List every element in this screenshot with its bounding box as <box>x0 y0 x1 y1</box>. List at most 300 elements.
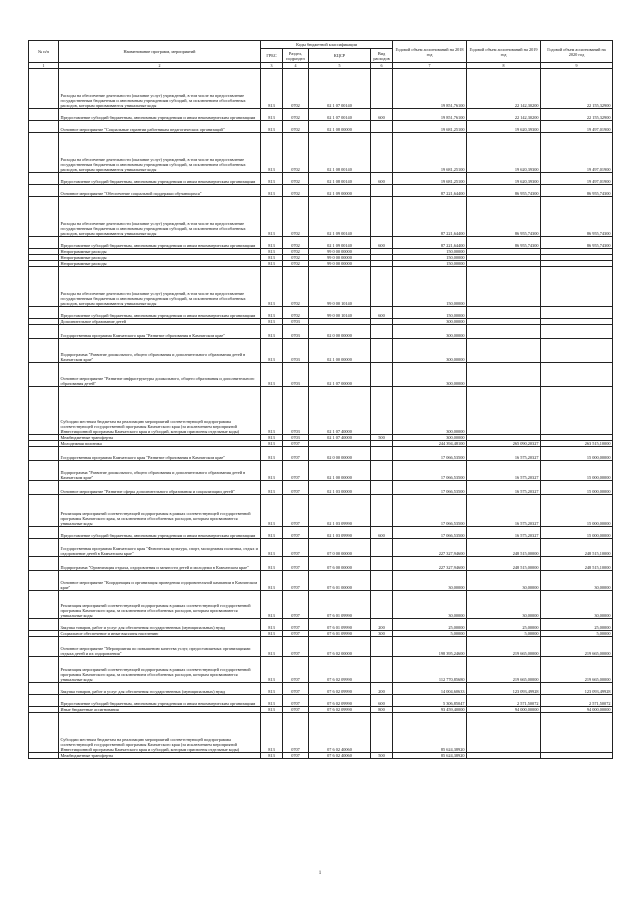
row-ksr-cell: 02 1 07 00000 <box>309 363 371 387</box>
row-ksr-cell: 07 6 02 40060 <box>309 753 371 759</box>
row-2018-cell: 19 851,76100 <box>393 109 467 121</box>
row-grbs-cell: 813 <box>261 307 283 319</box>
table-row <box>29 527 613 539</box>
row-no-cell <box>29 591 59 619</box>
row-vr-cell <box>371 495 393 527</box>
row-razdel-cell: 0702 <box>283 109 309 121</box>
row-2018-cell: 5,00000 <box>393 631 467 637</box>
row-2018-cell: 150,00000 <box>393 261 467 267</box>
row-razdel-cell: 0703 <box>283 387 309 435</box>
row-ksr-cell: 02 1 07 40000 <box>309 435 371 441</box>
row-name-cell: Расходы на обеспечение деятельности (оказание услуг) учреждений, в том числе на предоставление государственным бюджетным и автономным учреждениям субсидий, за исключением обособленных расходов, которым присваиваются уникальные коды <box>59 197 261 237</box>
row-name-cell: Реализация мероприятий соответствующей подпрограммы в рамках соответствующей государственной программы Камчатского края, за исключением обособленных расходов, которым присваиваются уникальные коды <box>59 495 261 527</box>
row-2018-cell: 112 770,85680 <box>393 657 467 683</box>
table-row <box>29 387 613 435</box>
row-grbs-cell: 813 <box>261 197 283 237</box>
row-2020-cell: 22 155,32900 <box>541 69 613 109</box>
row-no-cell <box>29 363 59 387</box>
row-name-cell: Подпрограмма "Развитие дошкольного, общего образования и дополнительного образования детей в Камчатском крае" <box>59 461 261 481</box>
table-row <box>29 683 613 695</box>
row-2018-cell: 5 306,85047 <box>393 695 467 707</box>
row-2020-cell: 19 497,01900 <box>541 121 613 133</box>
index-cell: 3 <box>261 63 283 69</box>
table-row <box>29 197 613 237</box>
row-name-cell: Реализация мероприятий соответствующей подпрограммы в рамках соответствующей государственной программы Камчатского края, за исключением обособленных расходов, которым присваиваются уникальные коды <box>59 657 261 683</box>
table-row <box>29 657 613 683</box>
row-grbs-cell: 813 <box>261 173 283 185</box>
row-2020-cell: 19 497,01900 <box>541 173 613 185</box>
index-cell: 1 <box>29 63 59 69</box>
row-vr-cell <box>371 121 393 133</box>
row-name-cell: Закупка товаров, работ и услуг для обеспечения государственных (муниципальных) нужд <box>59 683 261 695</box>
row-grbs-cell: 813 <box>261 481 283 495</box>
row-2019-cell: 30,00000 <box>467 591 541 619</box>
row-2020-cell: 248 515,10000 <box>541 557 613 571</box>
col-2018-header: Годовой объем ассигнований на 2018 год <box>393 41 467 63</box>
row-2018-cell: 300,00000 <box>393 319 467 325</box>
row-2019-cell: 2 571,50072 <box>467 695 541 707</box>
row-2018-cell: 227 327,94600 <box>393 557 467 571</box>
col-vr-header: Вид расходов <box>371 49 393 63</box>
row-no-cell <box>29 447 59 461</box>
row-2018-cell: 150,00000 <box>393 267 467 307</box>
row-2020-cell: 15 000,00000 <box>541 495 613 527</box>
row-ksr-cell: 07 0 00 00000 <box>309 539 371 557</box>
row-2020-cell <box>541 363 613 387</box>
row-razdel-cell: 0707 <box>283 713 309 753</box>
row-2019-cell <box>467 753 541 759</box>
row-razdel-cell: 0702 <box>283 173 309 185</box>
row-razdel-cell: 0707 <box>283 447 309 461</box>
row-vr-cell: 600 <box>371 695 393 707</box>
row-vr-cell <box>371 185 393 197</box>
table-row <box>29 695 613 707</box>
row-razdel-cell: 0707 <box>283 707 309 713</box>
row-2019-cell: 19 620,39300 <box>467 173 541 185</box>
row-grbs-cell: 813 <box>261 631 283 637</box>
row-2018-cell: 17 066,53500 <box>393 447 467 461</box>
row-no-cell <box>29 267 59 307</box>
row-2018-cell: 30,00000 <box>393 591 467 619</box>
table-row <box>29 571 613 591</box>
index-cell: 4 <box>283 63 309 69</box>
row-name-cell: Предоставление субсидий бюджетным, автономным учреждениям и иным некоммерческим организациям <box>59 695 261 707</box>
row-2018-cell: 300,00000 <box>393 339 467 363</box>
row-2020-cell: 86 955,74300 <box>541 197 613 237</box>
row-vr-cell <box>371 571 393 591</box>
row-grbs-cell: 813 <box>261 707 283 713</box>
row-grbs-cell: 813 <box>261 261 283 267</box>
row-no-cell <box>29 527 59 539</box>
row-2020-cell: 248 515,10000 <box>541 539 613 557</box>
row-grbs-cell: 813 <box>261 249 283 255</box>
row-ksr-cell: 07 6 02 09990 <box>309 683 371 695</box>
row-2018-cell: 17 066,53500 <box>393 481 467 495</box>
row-2019-cell: 123 093,49928 <box>467 683 541 695</box>
row-no-cell <box>29 461 59 481</box>
row-2020-cell: 15 000,00000 <box>541 527 613 539</box>
row-ksr-cell: 99 0 00 00000 <box>309 255 371 261</box>
table-row <box>29 325 613 339</box>
row-2019-cell: 16 575,20327 <box>467 527 541 539</box>
row-razdel-cell: 0703 <box>283 339 309 363</box>
row-vr-cell <box>371 363 393 387</box>
row-grbs-cell: 813 <box>261 695 283 707</box>
row-2018-cell: 14 004,60633 <box>393 683 467 695</box>
row-2020-cell: 15 000,00000 <box>541 447 613 461</box>
row-name-cell: Дополнительное образование детей <box>59 319 261 325</box>
index-cell: 6 <box>371 63 393 69</box>
budget-table-page <box>28 40 612 759</box>
row-2020-cell: 219 665,00000 <box>541 657 613 683</box>
row-no-cell <box>29 133 59 173</box>
row-vr-cell <box>371 461 393 481</box>
row-2019-cell <box>467 325 541 339</box>
row-grbs-cell: 813 <box>261 69 283 109</box>
table-row <box>29 481 613 495</box>
row-razdel-cell: 0707 <box>283 557 309 571</box>
row-grbs-cell: 813 <box>261 133 283 173</box>
row-2018-cell: 85 624,38920 <box>393 753 467 759</box>
row-name-cell: Основное мероприятие "Мероприятия по повышению качества услуг, предоставляемых организациями отдыха детей и их оздоровления" <box>59 637 261 657</box>
row-2018-cell: 244 394,48100 <box>393 441 467 447</box>
row-razdel-cell: 0707 <box>283 441 309 447</box>
row-ksr-cell: 02 1 03 00000 <box>309 481 371 495</box>
row-vr-cell <box>371 133 393 173</box>
row-vr-cell: 800 <box>371 707 393 713</box>
row-2019-cell: 219 665,00000 <box>467 657 541 683</box>
row-vr-cell: 600 <box>371 237 393 249</box>
row-razdel-cell: 0707 <box>283 637 309 657</box>
row-grbs-cell: 813 <box>261 237 283 249</box>
row-name-cell: Субсидии местным бюджетам на реализацию мероприятий соответствующей подпрограммы соответствующей государственной программы Камчатского края (за исключением мероприятий Инвестиционной программы Камчатского края и субсидий, которым присвоены отдельные коды) <box>59 713 261 753</box>
row-vr-cell: 300 <box>371 631 393 637</box>
row-2020-cell <box>541 267 613 307</box>
row-grbs-cell: 813 <box>261 339 283 363</box>
row-2019-cell: 265 090,20327 <box>467 441 541 447</box>
row-2018-cell: 25,00000 <box>393 619 467 631</box>
row-vr-cell <box>371 591 393 619</box>
row-no-cell <box>29 307 59 319</box>
row-grbs-cell: 813 <box>261 527 283 539</box>
row-razdel-cell: 0703 <box>283 325 309 339</box>
row-razdel-cell: 0702 <box>283 133 309 173</box>
row-razdel-cell: 0707 <box>283 683 309 695</box>
row-name-cell: Межбюджетные трансферты <box>59 435 261 441</box>
row-razdel-cell: 0703 <box>283 363 309 387</box>
row-razdel-cell: 0702 <box>283 249 309 255</box>
row-ksr-cell: 02 1 03 09990 <box>309 495 371 527</box>
row-2020-cell <box>541 753 613 759</box>
row-name-cell: Иные бюджетные ассигнования <box>59 707 261 713</box>
row-vr-cell <box>371 447 393 461</box>
row-2019-cell: 16 575,20327 <box>467 461 541 481</box>
row-no-cell <box>29 121 59 133</box>
row-2020-cell <box>541 387 613 435</box>
row-grbs-cell: 813 <box>261 319 283 325</box>
row-razdel-cell: 0702 <box>283 197 309 237</box>
row-razdel-cell: 0707 <box>283 619 309 631</box>
row-razdel-cell: 0707 <box>283 539 309 557</box>
row-vr-cell <box>371 69 393 109</box>
row-vr-cell <box>371 339 393 363</box>
row-no-cell <box>29 173 59 185</box>
row-grbs-cell: 813 <box>261 539 283 557</box>
table-row <box>29 461 613 481</box>
row-ksr-cell: 02 1 09 00140 <box>309 197 371 237</box>
row-2018-cell: 150,00000 <box>393 249 467 255</box>
row-2018-cell: 85 624,38920 <box>393 713 467 753</box>
row-razdel-cell: 0707 <box>283 527 309 539</box>
row-name-cell: Предоставление субсидий бюджетным, автономным учреждениям и иным некоммерческим организациям <box>59 237 261 249</box>
row-name-cell: Непрограммные расходы <box>59 261 261 267</box>
row-2018-cell: 19 681,25100 <box>393 121 467 133</box>
row-razdel-cell: 0702 <box>283 237 309 249</box>
row-razdel-cell: 0702 <box>283 255 309 261</box>
row-2019-cell: 94 000,00000 <box>467 707 541 713</box>
row-2019-cell <box>467 339 541 363</box>
row-ksr-cell: 02 1 08 00140 <box>309 173 371 185</box>
row-2019-cell: 5,00000 <box>467 631 541 637</box>
row-ksr-cell: 07 6 02 00000 <box>309 637 371 657</box>
row-name-cell: Основное мероприятие "Развитие инфраструктуры дошкольного, общего образования и дополнительного образования детей" <box>59 363 261 387</box>
row-2020-cell <box>541 307 613 319</box>
row-2019-cell: 30,00000 <box>467 571 541 591</box>
row-2020-cell: 15 000,00000 <box>541 481 613 495</box>
row-vr-cell: 600 <box>371 109 393 121</box>
row-2018-cell: 17 066,53500 <box>393 495 467 527</box>
row-grbs-cell: 813 <box>261 683 283 695</box>
row-ksr-cell: 02 1 08 00000 <box>309 121 371 133</box>
row-grbs-cell: 813 <box>261 713 283 753</box>
table-row <box>29 447 613 461</box>
row-2019-cell: 16 575,20327 <box>467 495 541 527</box>
row-razdel-cell: 0702 <box>283 267 309 307</box>
row-2019-cell <box>467 713 541 753</box>
row-no-cell <box>29 387 59 435</box>
row-2020-cell: 219 665,00000 <box>541 637 613 657</box>
table-row <box>29 753 613 759</box>
table-row <box>29 109 613 121</box>
row-2019-cell: 25,00000 <box>467 619 541 631</box>
table-row <box>29 237 613 249</box>
row-2018-cell: 227 327,94600 <box>393 539 467 557</box>
row-2019-cell: 22 142,30200 <box>467 69 541 109</box>
row-ksr-cell: 07 6 02 09990 <box>309 707 371 713</box>
row-ksr-cell: 02 0 00 00000 <box>309 325 371 339</box>
col-name-header: Наименование программ, мероприятий <box>59 41 261 63</box>
row-name-cell: Субсидии местным бюджетам на реализацию мероприятий соответствующей подпрограммы соответствующей государственной программы Камчатского края (за исключением мероприятий Инвестиционной программы Камчатского края и субсидий, которым присвоены отдельные коды) <box>59 387 261 435</box>
row-name-cell: Подпрограмма "Развитие дошкольного, общего образования и дополнительного образования детей в Камчатском крае" <box>59 339 261 363</box>
table-row <box>29 267 613 307</box>
row-ksr-cell: 07 6 01 09990 <box>309 631 371 637</box>
row-2020-cell: 86 955,74300 <box>541 185 613 197</box>
row-no-cell <box>29 637 59 657</box>
row-ksr-cell: 99 0 00 00000 <box>309 261 371 267</box>
table-row <box>29 185 613 197</box>
row-2020-cell <box>541 325 613 339</box>
row-razdel-cell: 0707 <box>283 591 309 619</box>
row-name-cell: Основное мероприятие "Координация и организация проведения оздоровительной кампании в Камчатском крае" <box>59 571 261 591</box>
row-2018-cell: 150,00000 <box>393 255 467 261</box>
row-ksr-cell: 02 1 08 00140 <box>309 133 371 173</box>
row-grbs-cell: 813 <box>261 619 283 631</box>
budget-table <box>28 40 613 759</box>
row-2019-cell <box>467 363 541 387</box>
row-vr-cell: 500 <box>371 753 393 759</box>
row-no-cell <box>29 683 59 695</box>
row-no-cell <box>29 109 59 121</box>
row-ksr-cell: 02 0 00 00000 <box>309 447 371 461</box>
row-vr-cell <box>371 539 393 557</box>
row-ksr-cell: 02 1 09 00140 <box>309 237 371 249</box>
row-name-cell: Предоставление субсидий бюджетным, автономным учреждениям и иным некоммерческим организациям <box>59 307 261 319</box>
row-razdel-cell: 0707 <box>283 461 309 481</box>
row-ksr-cell: 02 1 03 09990 <box>309 527 371 539</box>
row-2018-cell: 300,00000 <box>393 435 467 441</box>
row-2018-cell: 19 681,25100 <box>393 173 467 185</box>
table-row <box>29 619 613 631</box>
row-grbs-cell: 813 <box>261 557 283 571</box>
row-2018-cell: 93 459,40000 <box>393 707 467 713</box>
row-2018-cell: 17 066,53500 <box>393 461 467 481</box>
row-ksr-cell: 07 6 02 09990 <box>309 695 371 707</box>
row-2020-cell: 2 571,50072 <box>541 695 613 707</box>
row-no-cell <box>29 695 59 707</box>
row-2019-cell <box>467 307 541 319</box>
row-2019-cell: 16 575,20327 <box>467 481 541 495</box>
row-2020-cell: 30,00000 <box>541 571 613 591</box>
row-grbs-cell: 813 <box>261 267 283 307</box>
row-2018-cell: 17 066,53500 <box>393 527 467 539</box>
row-no-cell <box>29 571 59 591</box>
row-grbs-cell: 813 <box>261 461 283 481</box>
col-codes-header: Коды бюджетной классификации <box>261 41 393 49</box>
row-no-cell <box>29 539 59 557</box>
row-name-cell: Основное мероприятие "Развитие сферы дополнительного образования и социализации детей" <box>59 481 261 495</box>
row-grbs-cell: 813 <box>261 387 283 435</box>
row-2018-cell: 300,00000 <box>393 387 467 435</box>
row-2018-cell: 19 851,76100 <box>393 69 467 109</box>
row-ksr-cell: 07 6 02 40060 <box>309 713 371 753</box>
row-2019-cell <box>467 267 541 307</box>
row-ksr-cell: 02 1 07 00140 <box>309 69 371 109</box>
row-grbs-cell: 813 <box>261 753 283 759</box>
row-no-cell <box>29 619 59 631</box>
row-name-cell: Предоставление субсидий бюджетным, автономным учреждениям и иным некоммерческим организациям <box>59 173 261 185</box>
row-ksr-cell: 99 0 00 10140 <box>309 307 371 319</box>
col-2020-header: Годовой объем ассигнований на 2020 год <box>541 41 613 63</box>
row-ksr-cell: 02 1 00 00000 <box>309 461 371 481</box>
row-no-cell <box>29 495 59 527</box>
table-row <box>29 173 613 185</box>
index-cell: 2 <box>59 63 261 69</box>
row-no-cell <box>29 657 59 683</box>
table-row <box>29 339 613 363</box>
row-no-cell <box>29 197 59 237</box>
row-2018-cell: 19 681,25100 <box>393 133 467 173</box>
table-row <box>29 307 613 319</box>
row-vr-cell <box>371 557 393 571</box>
row-2018-cell: 300,00000 <box>393 325 467 339</box>
row-name-cell: Социальное обеспечение и иные выплаты населению <box>59 631 261 637</box>
row-name-cell: Реализация мероприятий соответствующей подпрограммы в рамках соответствующей государственной программы Камчатского края, за исключением обособленных расходов, которым присваиваются уникальные коды <box>59 591 261 619</box>
row-ksr-cell: 07 6 01 09990 <box>309 619 371 631</box>
row-vr-cell <box>371 267 393 307</box>
row-grbs-cell: 813 <box>261 363 283 387</box>
row-vr-cell: 600 <box>371 307 393 319</box>
row-2019-cell <box>467 387 541 435</box>
row-2020-cell <box>541 339 613 363</box>
row-name-cell: Государственная программа Камчатского края "Развитие образования в Камчатском крае" <box>59 325 261 339</box>
row-grbs-cell: 813 <box>261 591 283 619</box>
col-ksr-header: КЦСР <box>309 49 371 63</box>
row-ksr-cell: 99 0 00 00000 <box>309 249 371 255</box>
row-name-cell: Основное мероприятие "Обеспечение социальной поддержки обучающихся" <box>59 185 261 197</box>
col-2019-header: Годовой объем ассигнований на 2019 год <box>467 41 541 63</box>
row-2019-cell: 86 955,74300 <box>467 197 541 237</box>
row-name-cell: Молодежная политика <box>59 441 261 447</box>
row-2018-cell: 30,00000 <box>393 571 467 591</box>
row-grbs-cell: 813 <box>261 495 283 527</box>
row-grbs-cell: 813 <box>261 447 283 461</box>
row-vr-cell <box>371 637 393 657</box>
row-2020-cell: 263 515,10000 <box>541 441 613 447</box>
row-2019-cell: 16 575,20327 <box>467 447 541 461</box>
row-2019-cell: 219 665,00000 <box>467 637 541 657</box>
row-razdel-cell: 0707 <box>283 481 309 495</box>
row-2019-cell: 248 515,00000 <box>467 539 541 557</box>
row-razdel-cell: 0702 <box>283 261 309 267</box>
row-vr-cell <box>371 325 393 339</box>
row-2018-cell: 300,00000 <box>393 363 467 387</box>
row-ksr-cell: 02 1 07 00140 <box>309 109 371 121</box>
table-row <box>29 591 613 619</box>
row-vr-cell: 200 <box>371 619 393 631</box>
table-row <box>29 69 613 109</box>
row-razdel-cell: 0707 <box>283 695 309 707</box>
row-no-cell <box>29 185 59 197</box>
row-2020-cell: 25,00000 <box>541 619 613 631</box>
row-2018-cell: 198 395,24600 <box>393 637 467 657</box>
row-ksr-cell: 07 6 01 09990 <box>309 591 371 619</box>
row-razdel-cell: 0702 <box>283 185 309 197</box>
row-2019-cell: 19 620,39300 <box>467 133 541 173</box>
row-no-cell <box>29 713 59 753</box>
row-razdel-cell: 0707 <box>283 495 309 527</box>
col-no-header: № п/п <box>29 41 59 63</box>
row-razdel-cell: 0703 <box>283 435 309 441</box>
row-name-cell: Непрограммные расходы <box>59 255 261 261</box>
row-razdel-cell: 0707 <box>283 631 309 637</box>
row-2020-cell: 5,00000 <box>541 631 613 637</box>
table-row <box>29 637 613 657</box>
row-name-cell: Государственная программа Камчатского края "Развитие образования в Камчатском крае" <box>59 447 261 461</box>
row-vr-cell <box>371 387 393 435</box>
row-no-cell <box>29 237 59 249</box>
row-razdel-cell: 0707 <box>283 657 309 683</box>
row-razdel-cell: 0707 <box>283 571 309 591</box>
row-no-cell <box>29 481 59 495</box>
table-row <box>29 539 613 557</box>
row-name-cell: Предоставление субсидий бюджетным, автономным учреждениям и иным некоммерческим организациям <box>59 527 261 539</box>
row-name-cell: Подпрограмма "Организация отдыха, оздоровления и занятости детей и молодежи в Камчатском крае" <box>59 557 261 571</box>
col-grbs-header: ГРБС <box>261 49 283 63</box>
row-name-cell: Предоставление субсидий бюджетным, автономным учреждениям и иным некоммерческим организациям <box>59 109 261 121</box>
index-cell: 7 <box>393 63 467 69</box>
row-no-cell <box>29 69 59 109</box>
table-row <box>29 557 613 571</box>
